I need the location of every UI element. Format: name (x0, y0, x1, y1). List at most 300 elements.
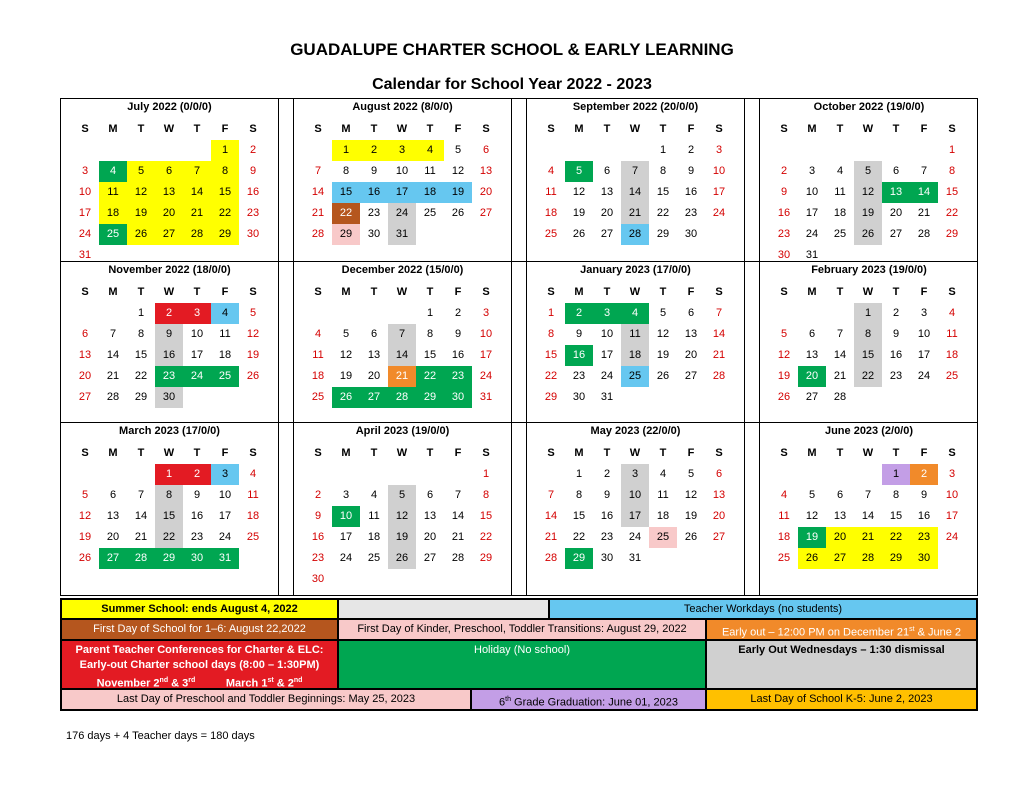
day-cell: 13 (833, 510, 847, 522)
day-cell: 31 (78, 249, 92, 261)
day-cell: 12 (777, 349, 791, 361)
day-cell: 1 (155, 464, 183, 485)
day-cell: 19 (854, 203, 882, 224)
weekday-label: T (603, 123, 611, 135)
day-cell: 4 (416, 140, 444, 161)
day-cell: 12 (451, 165, 465, 177)
weekday-label: W (163, 123, 175, 135)
day-cell: 15 (211, 182, 239, 203)
day-cell: 29 (332, 224, 360, 245)
day-cell: 9 (155, 324, 183, 345)
day-cell: 8 (659, 165, 667, 177)
weekday-label: T (892, 447, 900, 459)
day-cell: 27 (805, 391, 819, 403)
weekday-label: M (807, 447, 817, 459)
day-cell: 3 (715, 144, 723, 156)
weekday-label: S (81, 447, 89, 459)
day-cell: 30 (246, 228, 260, 240)
weekday-label: T (836, 286, 844, 298)
legend-first-day: First Day of School for 1–6: August 22,2022 (61, 619, 338, 640)
day-cell: 3 (621, 464, 649, 485)
weekday-label: M (108, 286, 118, 298)
day-cell: 12 (805, 510, 819, 522)
day-cell: 19 (444, 182, 472, 203)
weekday-label: W (629, 286, 641, 298)
month-july (61, 99, 279, 262)
day-cell: 16 (889, 349, 903, 361)
month-december (294, 262, 512, 423)
day-cell: 3 (808, 165, 816, 177)
day-cell: 21 (621, 203, 649, 224)
day-cell: 6 (155, 161, 183, 182)
day-cell: 5 (388, 485, 416, 506)
day-cell: 15 (656, 186, 670, 198)
weekday-label: F (221, 286, 229, 298)
day-cell: 7 (864, 489, 872, 501)
day-cell: 1 (659, 144, 667, 156)
weekday-label: T (370, 123, 378, 135)
day-cell: 15 (479, 510, 493, 522)
weekday-label: M (574, 286, 584, 298)
day-cell: 8 (137, 328, 145, 340)
weekday-label: S (547, 447, 555, 459)
month-title: April 2023 (19/0/0) (355, 425, 450, 437)
day-cell: 1 (426, 307, 434, 319)
day-cell: 4 (370, 489, 378, 501)
day-cell: 15 (332, 182, 360, 203)
weekday-label: W (396, 123, 408, 135)
day-cell: 7 (454, 489, 462, 501)
day-cell: 28 (451, 552, 465, 564)
weekday-label: W (396, 447, 408, 459)
day-cell: 14 (833, 349, 847, 361)
day-cell: 24 (388, 203, 416, 224)
weekday-label: S (948, 447, 956, 459)
day-cell: 18 (777, 531, 791, 543)
month-june (760, 423, 978, 595)
day-cell: 29 (155, 548, 183, 569)
day-cell: 21 (544, 531, 558, 543)
month-title: November 2022 (18/0/0) (108, 264, 231, 276)
weekday-label: F (454, 286, 462, 298)
day-cell: 11 (368, 510, 380, 522)
weekday-label: T (137, 286, 145, 298)
weekday-label: W (629, 123, 641, 135)
day-cell: 14 (106, 349, 120, 361)
day-cell: 28 (311, 228, 325, 240)
weekday-label: T (892, 123, 900, 135)
day-cell: 25 (423, 207, 437, 219)
day-cell: 16 (684, 186, 698, 198)
day-cell: 6 (370, 328, 378, 340)
month-october (760, 99, 978, 262)
day-cell: 11 (778, 510, 790, 522)
day-cell: 29 (134, 391, 148, 403)
weekday-label: S (547, 286, 555, 298)
day-cell: 5 (249, 307, 257, 319)
day-cell: 27 (479, 207, 493, 219)
day-cell: 25 (945, 370, 959, 382)
weekday-label: F (454, 123, 462, 135)
day-cell: 22 (479, 531, 493, 543)
day-cell: 30 (367, 228, 381, 240)
day-cell: 28 (127, 548, 155, 569)
day-cell: 1 (482, 468, 490, 480)
weekday-label: S (249, 123, 257, 135)
day-cell: 14 (910, 182, 938, 203)
day-cell: 2 (314, 489, 322, 501)
day-cell: 17 (805, 207, 819, 219)
ptc-nov: November 2 (96, 677, 160, 689)
weekday-label: M (574, 447, 584, 459)
day-cell: 17 (190, 349, 204, 361)
weekday-label: T (370, 447, 378, 459)
day-cell: 23 (777, 228, 791, 240)
day-cell: 14 (712, 328, 726, 340)
legend-holiday: Holiday (No school) (338, 640, 706, 689)
day-cell: 4 (836, 165, 844, 177)
day-cell: 10 (479, 328, 493, 340)
legend-last-day-school: Last Day of School K-5: June 2, 2023 (706, 689, 977, 710)
day-cell: 7 (109, 328, 117, 340)
day-cell: 19 (684, 510, 698, 522)
day-cell: 2 (155, 303, 183, 324)
day-cell: 9 (603, 489, 611, 501)
day-cell: 8 (547, 328, 555, 340)
day-cell: 7 (183, 161, 211, 182)
day-cell: 9 (892, 328, 900, 340)
day-cell: 3 (948, 468, 956, 480)
day-cell: 26 (332, 387, 360, 408)
month-title: September 2022 (20/0/0) (572, 101, 699, 113)
day-cell: 24 (600, 370, 614, 382)
day-cell: 14 (451, 510, 465, 522)
day-cell: 16 (155, 345, 183, 366)
day-cell: 14 (861, 510, 875, 522)
day-cell: 17 (712, 186, 726, 198)
weekday-label: S (780, 286, 788, 298)
weekday-label: T (659, 286, 667, 298)
day-cell: 31 (805, 249, 819, 261)
day-cell: 10 (945, 489, 959, 501)
day-cell: 7 (621, 161, 649, 182)
day-cell: 25 (99, 224, 127, 245)
weekday-label: S (547, 123, 555, 135)
day-cell: 29 (656, 228, 670, 240)
day-cell: 20 (826, 527, 854, 548)
weekday-label: S (780, 123, 788, 135)
day-cell: 21 (451, 531, 465, 543)
legend-first-day-kinder: First Day of Kinder, Preschool, Toddler Transitions: August 29, 2022 (338, 619, 706, 640)
day-cell: 4 (621, 303, 649, 324)
day-cell: 5 (687, 468, 695, 480)
day-cell: 27 (99, 548, 127, 569)
month-title: July 2022 (0/0/0) (127, 101, 212, 113)
month-title: August 2022 (8/0/0) (352, 101, 453, 113)
day-cell: 24 (183, 366, 211, 387)
day-cell: 28 (183, 224, 211, 245)
day-cell: 11 (312, 349, 324, 361)
day-cell: 6 (836, 489, 844, 501)
day-cell: 2 (910, 464, 938, 485)
day-cell: 8 (155, 485, 183, 506)
day-cell: 13 (106, 510, 120, 522)
day-cell: 22 (332, 203, 360, 224)
day-cell: 13 (600, 186, 614, 198)
day-cell: 26 (78, 552, 92, 564)
day-cell: 24 (628, 531, 642, 543)
day-cell: 14 (544, 510, 558, 522)
day-cell: 10 (190, 328, 204, 340)
month-january (527, 262, 745, 423)
column-spacer (745, 262, 760, 423)
day-cell: 13 (423, 510, 437, 522)
day-cell: 17 (917, 349, 931, 361)
day-cell: 20 (712, 510, 726, 522)
day-cell: 6 (81, 328, 89, 340)
day-cell: 26 (854, 224, 882, 245)
day-cell: 7 (388, 324, 416, 345)
day-cell: 18 (218, 349, 232, 361)
day-cell: 25 (211, 366, 239, 387)
day-cell: 15 (945, 186, 959, 198)
weekday-label: T (659, 123, 667, 135)
day-cell: 11 (247, 489, 259, 501)
column-spacer (512, 423, 527, 595)
day-cell: 16 (777, 207, 791, 219)
weekday-label: F (454, 447, 462, 459)
day-cell: 29 (565, 548, 593, 569)
day-cell: 14 (134, 510, 148, 522)
early-out-sup: st (909, 626, 915, 633)
day-cell: 23 (572, 370, 586, 382)
weekday-label: T (659, 447, 667, 459)
day-cell: 26 (246, 370, 260, 382)
day-cell: 7 (920, 165, 928, 177)
day-cell: 8 (482, 489, 490, 501)
day-cell: 14 (621, 182, 649, 203)
day-cell: 2 (892, 307, 900, 319)
day-cell: 2 (687, 144, 695, 156)
day-cell: 1 (948, 144, 956, 156)
day-cell: 9 (314, 510, 322, 522)
month-may (527, 423, 745, 595)
day-cell: 28 (621, 224, 649, 245)
day-cell: 5 (659, 307, 667, 319)
day-cell: 16 (917, 510, 931, 522)
weekday-label: W (163, 286, 175, 298)
day-cell: 24 (917, 370, 931, 382)
day-cell: 27 (712, 531, 726, 543)
day-cell: 27 (600, 228, 614, 240)
day-cell: 9 (780, 186, 788, 198)
day-cell: 30 (684, 228, 698, 240)
day-cell: 2 (565, 303, 593, 324)
day-cell: 7 (547, 489, 555, 501)
day-cell: 7 (314, 165, 322, 177)
day-cell: 21 (106, 370, 120, 382)
weekday-label: S (314, 286, 322, 298)
day-cell: 16 (451, 349, 465, 361)
day-cell: 31 (211, 548, 239, 569)
day-cell: 15 (854, 345, 882, 366)
day-cell: 2 (249, 144, 257, 156)
day-cell: 23 (684, 207, 698, 219)
weekday-label: M (108, 447, 118, 459)
legend-parent-teacher-conferences (61, 640, 338, 689)
day-cell: 24 (805, 228, 819, 240)
day-cell: 28 (388, 387, 416, 408)
day-cell: 25 (311, 391, 325, 403)
month-september (527, 99, 745, 262)
day-cell: 11 (99, 182, 127, 203)
month-title: March 2023 (17/0/0) (119, 425, 220, 437)
day-cell: 20 (600, 207, 614, 219)
day-cell: 25 (777, 552, 791, 564)
weekday-label: M (341, 286, 351, 298)
day-cell: 21 (183, 203, 211, 224)
month-title: May 2023 (22/0/0) (590, 425, 681, 437)
day-cell: 13 (479, 165, 493, 177)
column-spacer (279, 262, 294, 423)
day-cell: 10 (712, 165, 726, 177)
day-cell: 21 (134, 531, 148, 543)
day-cell: 13 (712, 489, 726, 501)
day-cell: 31 (600, 391, 614, 403)
day-cell: 26 (798, 548, 826, 569)
day-cell: 22 (134, 370, 148, 382)
day-cell: 18 (99, 203, 127, 224)
day-cell: 12 (684, 489, 698, 501)
day-cell: 8 (342, 165, 350, 177)
day-cell: 1 (332, 140, 360, 161)
month-title: December 2022 (15/0/0) (341, 264, 464, 276)
day-cell: 22 (945, 207, 959, 219)
day-cell: 8 (948, 165, 956, 177)
weekday-label: T (426, 286, 434, 298)
day-cell: 26 (656, 370, 670, 382)
day-cell: 26 (127, 224, 155, 245)
day-cell: 14 (311, 186, 325, 198)
weekday-label: M (807, 123, 817, 135)
day-cell: 2 (360, 140, 388, 161)
day-cell: 3 (920, 307, 928, 319)
day-cell: 8 (892, 489, 900, 501)
day-cell: 5 (342, 328, 350, 340)
day-cell: 5 (127, 161, 155, 182)
day-cell: 3 (183, 303, 211, 324)
weekday-label: S (948, 123, 956, 135)
day-cell: 13 (805, 349, 819, 361)
column-spacer (279, 423, 294, 595)
day-cell: 12 (246, 328, 260, 340)
day-cell: 19 (78, 531, 92, 543)
legend-early-out-wednesdays: Early Out Wednesdays – 1:30 dismissal (706, 640, 977, 689)
day-cell: 29 (416, 387, 444, 408)
day-cell: 10 (395, 165, 409, 177)
day-cell: 4 (314, 328, 322, 340)
day-cell: 22 (882, 527, 910, 548)
day-cell: 6 (808, 328, 816, 340)
day-cell: 1 (137, 307, 145, 319)
weekday-label: S (715, 447, 723, 459)
day-cell: 17 (78, 207, 92, 219)
day-cell: 19 (246, 349, 260, 361)
day-cell: 10 (805, 186, 819, 198)
day-cell: 28 (854, 548, 882, 569)
weekday-label: S (715, 286, 723, 298)
weekday-label: F (920, 286, 928, 298)
legend-summer-school: Summer School: ends August 4, 2022 (61, 599, 338, 619)
weekday-label: S (482, 123, 490, 135)
day-cell: 20 (684, 349, 698, 361)
day-cell: 20 (155, 203, 183, 224)
day-cell: 8 (575, 489, 583, 501)
calendar-grid (60, 98, 978, 596)
day-cell: 5 (808, 489, 816, 501)
day-cell: 6 (603, 165, 611, 177)
legend-last-day-preschool: Last Day of Preschool and Toddler Beginnings: May 25, 2023 (61, 689, 471, 710)
weekday-label: S (948, 286, 956, 298)
day-cell: 23 (889, 370, 903, 382)
weekday-label: S (81, 286, 89, 298)
day-cell: 30 (572, 391, 586, 403)
day-cell: 12 (388, 506, 416, 527)
day-cell: 5 (81, 489, 89, 501)
day-cell: 31 (479, 391, 493, 403)
day-cell: 27 (78, 391, 92, 403)
day-cell: 11 (545, 186, 557, 198)
day-cell: 4 (249, 468, 257, 480)
day-cell: 4 (948, 307, 956, 319)
day-cell: 11 (946, 328, 958, 340)
weekday-label: M (574, 123, 584, 135)
day-cell: 7 (715, 307, 723, 319)
day-cell: 19 (339, 370, 353, 382)
weekday-label: T (193, 286, 201, 298)
day-cell: 24 (479, 370, 493, 382)
month-august (294, 99, 512, 262)
weekday-label: T (836, 447, 844, 459)
day-cell: 25 (649, 527, 677, 548)
weekday-label: S (482, 447, 490, 459)
day-cell: 7 (137, 489, 145, 501)
month-february (760, 262, 978, 423)
day-cell: 3 (593, 303, 621, 324)
day-cell: 21 (833, 370, 847, 382)
weekday-label: W (396, 286, 408, 298)
day-cell: 16 (311, 531, 325, 543)
day-cell: 10 (332, 506, 360, 527)
weekday-label: T (426, 123, 434, 135)
weekday-label: W (629, 447, 641, 459)
day-cell: 23 (600, 531, 614, 543)
day-cell: 15 (572, 510, 586, 522)
day-cell: 18 (656, 510, 670, 522)
weekday-label: F (221, 447, 229, 459)
day-cell: 10 (621, 485, 649, 506)
day-cell: 2 (603, 468, 611, 480)
weekday-label: S (249, 286, 257, 298)
day-cell: 4 (780, 489, 788, 501)
weekday-label: M (807, 286, 817, 298)
month-november (61, 262, 279, 423)
day-cell: 2 (454, 307, 462, 319)
day-cell: 18 (311, 370, 325, 382)
day-cell: 12 (572, 186, 586, 198)
day-cell: 10 (218, 489, 232, 501)
column-spacer (745, 99, 760, 262)
